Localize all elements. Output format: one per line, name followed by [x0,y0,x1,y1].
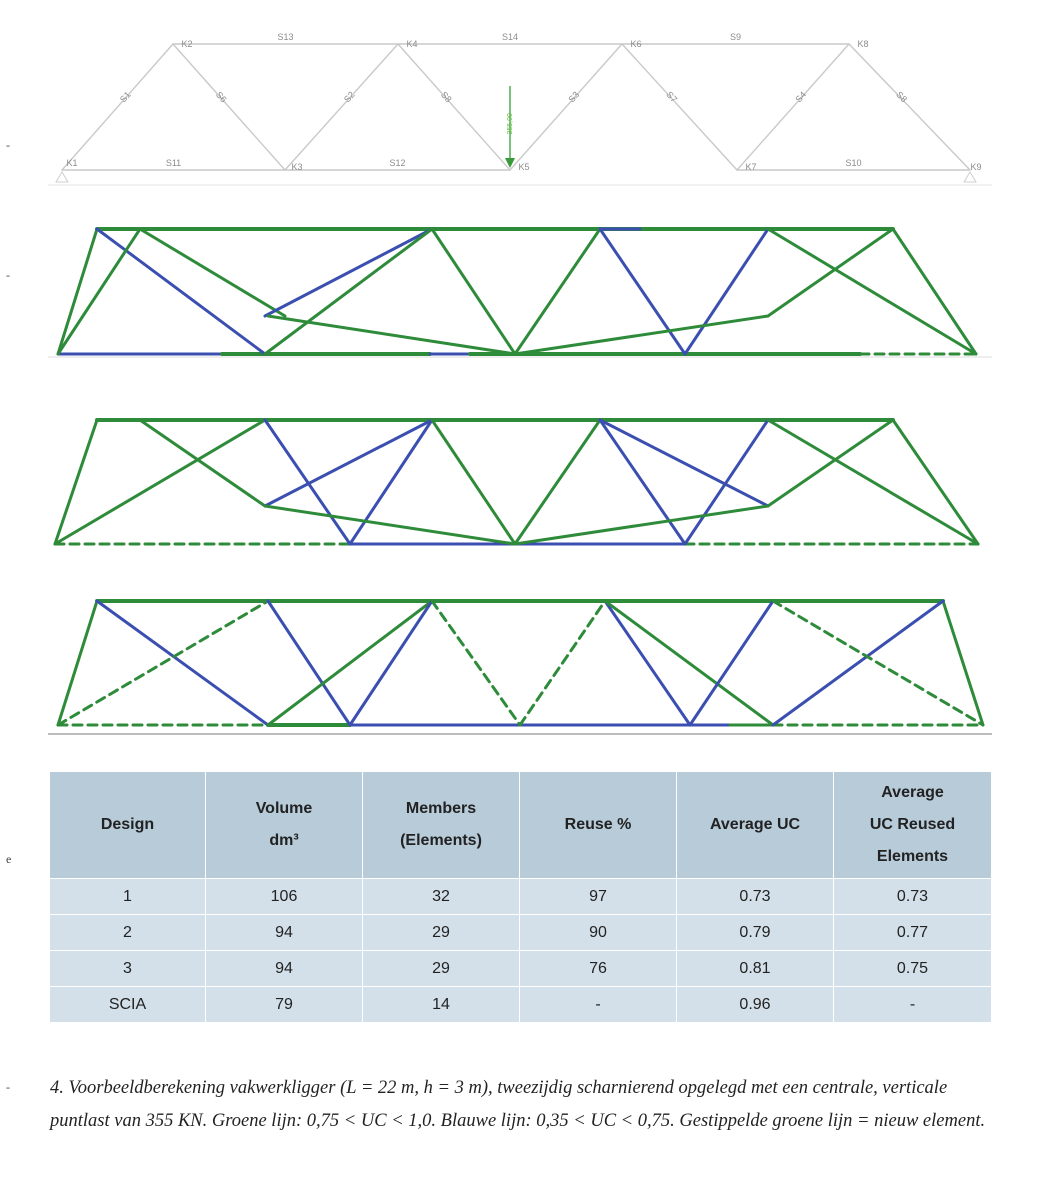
green-member [55,420,265,544]
cell-volume: 94 [206,914,363,950]
cell-average-uc-reused: 0.75 [834,950,991,986]
green-member [515,420,600,544]
green-member [515,506,768,544]
cell-members: 29 [363,950,520,986]
node-label-k6: K6 [630,39,642,49]
support-right [964,172,976,182]
margin-mark: e [6,852,12,866]
blue-member [97,229,265,354]
green-member [768,229,893,316]
header-volume: Volume dm³ [206,772,363,878]
green-member [58,229,140,354]
node-label-k4: K4 [406,39,418,49]
table-row [50,878,991,914]
green-member [55,420,97,544]
cell-reuse: 97 [520,878,677,914]
cell-volume: 106 [206,878,363,914]
green-member [768,420,978,544]
blue-member [265,229,432,316]
cell-design: 1 [50,878,206,914]
table-row [50,986,991,1022]
design-2-truss [55,420,978,544]
node-label-k3: K3 [291,162,303,172]
member-label-s13: S13 [277,32,294,42]
blue-member [265,420,432,506]
margin-mark: - [6,138,10,152]
cell-average-uc: 0.81 [677,950,834,986]
green-member [265,229,432,354]
member-label-s8: S8 [438,89,454,105]
blue-member [690,601,773,725]
blue-member [350,601,432,725]
cell-reuse: 90 [520,914,677,950]
node-label-k2: K2 [181,39,193,49]
new-element- [432,601,520,725]
cell-volume: 94 [206,950,363,986]
margin-mark: - [6,268,10,282]
member-label-s9: S9 [729,32,742,42]
cell-average-uc-reused: - [834,986,991,1022]
member-s1 [62,44,173,170]
green-member [768,420,893,506]
green-member [515,229,600,354]
member-s3 [510,44,622,170]
green-member [943,601,983,725]
green-member [432,420,515,544]
green-member [432,229,515,354]
green-member [140,420,265,506]
header-average-uc: Average UC [677,772,834,878]
blue-member [773,601,943,725]
blue-member [685,229,768,354]
cell-reuse: - [520,986,677,1022]
cell-design: 3 [50,950,206,986]
figure-caption: 4. Voorbeeldberekening vakwerkligger (L = 22 m, h = 3 m), tweezijdig scharnierend opgelegd met een centrale, verticale puntlast van 355 KN. Groene lijn: 0,75 < UC < 1,0. Blauwe lijn: 0,35 < UC < 0,75. Gestippelde groene lijn = nieuw element. [50,1078,986,1131]
header-members: Members (Elements) [363,772,520,878]
member-s4 [737,44,849,170]
member-label-s8: S8 [894,89,910,105]
point-load-label: -355,00 [507,113,514,137]
green-member [515,316,768,354]
blue-member [600,420,768,506]
cell-members: 14 [363,986,520,1022]
table-row [50,950,991,986]
design-3-truss [58,601,983,725]
node-label-k1: K1 [66,158,78,168]
member-s8 [849,44,970,170]
member-label-s14: S14 [501,32,519,42]
member-label-s6: S6 [213,89,229,105]
cell-design: 2 [50,914,206,950]
cell-average-uc: 0.79 [677,914,834,950]
green-member [268,601,432,725]
table-row [50,914,991,950]
margin-mark: - [6,1080,10,1094]
blue-member [265,420,350,544]
blue-member [97,601,268,725]
green-member [893,420,978,544]
member-label-s10: S10 [845,158,862,168]
header-average-uc-reused: Average UC Reused Elements [834,772,991,878]
member-label-s11: S11 [165,158,182,168]
cell-average-uc: 0.96 [677,986,834,1022]
node-label-k5: K5 [518,162,530,172]
green-member [768,229,976,354]
new-element- [58,601,268,725]
green-member [58,229,97,354]
member-s6 [173,44,285,170]
node-label-k8: K8 [857,39,869,49]
cell-average-uc-reused: 0.77 [834,914,991,950]
header-design: Design [50,772,206,878]
cell-members: 32 [363,878,520,914]
member-s2 [285,44,398,170]
results-table [50,772,991,1022]
blue-member [605,601,690,725]
cell-average-uc-reused: 0.73 [834,878,991,914]
table-header-row [50,772,991,878]
green-member [268,316,515,354]
green-member [140,229,285,316]
support-left [56,172,68,182]
header-reuse: Reuse % [520,772,677,878]
member-label-s1: S1 [117,89,133,105]
member-label-s2: S2 [341,89,357,105]
node-label-k7: K7 [745,162,757,172]
node-label-k9: K9 [970,162,982,172]
member-label-s3: S3 [566,89,582,105]
member-label-s4: S4 [793,89,809,105]
blue-member [685,420,768,544]
cell-volume: 79 [206,986,363,1022]
green-member [893,229,976,354]
green-member [605,601,773,725]
new-element- [773,601,983,725]
green-member [265,506,515,544]
scia-truss-model [48,32,992,185]
blue-member [268,601,350,725]
member-label-s12: S12 [389,158,406,168]
cell-design: SCIA [50,986,206,1022]
design-1-truss [58,229,976,354]
cell-members: 29 [363,914,520,950]
member-s8 [398,44,510,170]
new-element- [520,601,605,725]
cell-average-uc: 0.73 [677,878,834,914]
member-s7 [622,44,737,170]
member-label-s7: S7 [664,89,680,105]
cell-reuse: 76 [520,950,677,986]
